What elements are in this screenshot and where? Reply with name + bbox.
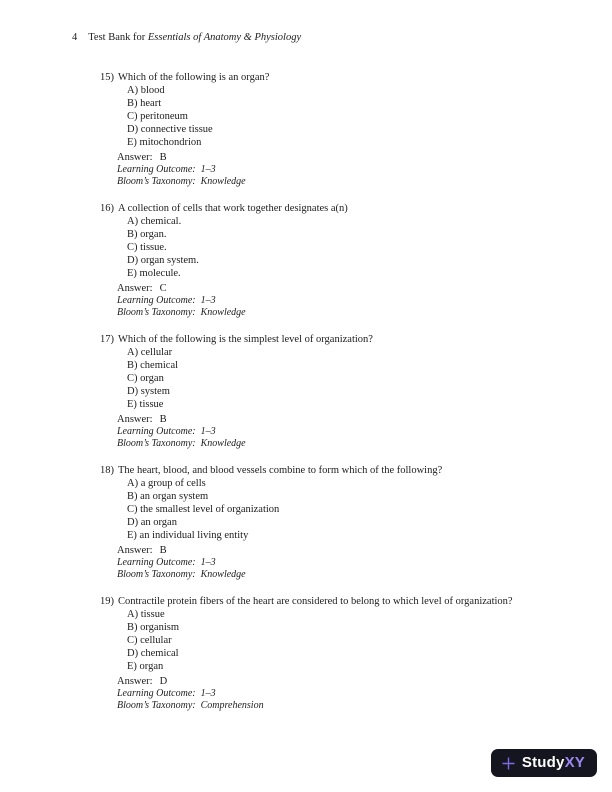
answer-option: C) cellular <box>127 635 172 646</box>
answer-option: D) organ system. <box>127 255 199 266</box>
answer-option: A) cellular <box>127 347 173 358</box>
question-meta <box>117 544 582 581</box>
blooms-taxonomy-line <box>117 700 582 712</box>
learning-outcome-label: Learning Outcome: <box>117 557 196 568</box>
blooms-taxonomy-value: Comprehension <box>200 700 264 711</box>
blooms-taxonomy-label: Bloom’s Taxonomy: <box>117 176 196 187</box>
learning-outcome-line <box>117 557 582 569</box>
question-block-18 <box>100 464 582 581</box>
answer-line <box>117 544 582 557</box>
answer-option: D) chemical <box>127 648 179 659</box>
learning-outcome-value: 1–3 <box>200 426 216 437</box>
learning-outcome-line <box>117 295 582 307</box>
question-meta <box>117 675 582 712</box>
learning-outcome-value: 1–3 <box>200 688 216 699</box>
answer-option: D) an organ <box>127 517 177 528</box>
answer-option: A) chemical. <box>127 216 182 227</box>
answer-line <box>117 151 582 164</box>
learning-outcome-label: Learning Outcome: <box>117 426 196 437</box>
answer-option: B) chemical <box>127 360 179 371</box>
question-number: 19) <box>100 596 114 607</box>
answer-option: A) a group of cells <box>127 478 206 489</box>
learning-outcome-value: 1–3 <box>200 164 216 175</box>
questions-list <box>100 71 582 726</box>
answer-option: E) mitochondrion <box>127 137 202 148</box>
answer-label: Answer: <box>117 283 153 294</box>
question-number: 18) <box>100 465 114 476</box>
question-stem: Which of the following is an organ? <box>118 72 270 83</box>
question-line <box>100 202 582 215</box>
blooms-taxonomy-value: Knowledge <box>200 176 246 187</box>
answer-option: D) system <box>127 386 170 397</box>
answer-option: C) peritoneum <box>127 111 188 122</box>
learning-outcome-label: Learning Outcome: <box>117 295 196 306</box>
question-block-17 <box>100 333 582 450</box>
answer-option: D) connective tissue <box>127 124 213 135</box>
answer-option: B) organism <box>127 622 180 633</box>
question-meta <box>117 413 582 450</box>
blooms-taxonomy-line <box>117 438 582 450</box>
blooms-taxonomy-value: Knowledge <box>200 569 246 580</box>
question-stem: Which of the following is the simplest level of organization? <box>118 334 373 345</box>
answer-option: C) organ <box>127 373 164 384</box>
answer-label: Answer: <box>117 414 153 425</box>
blooms-taxonomy-value: Knowledge <box>200 307 246 318</box>
blooms-taxonomy-label: Bloom’s Taxonomy: <box>117 438 196 449</box>
question-line <box>100 595 582 608</box>
question-block-16 <box>100 202 582 319</box>
answer-option: A) tissue <box>127 609 165 620</box>
learning-outcome-value: 1–3 <box>200 295 216 306</box>
question-line <box>100 464 582 477</box>
answer-option: B) an organ system <box>127 491 209 502</box>
question-block-15 <box>100 71 582 188</box>
question-line <box>100 71 582 84</box>
blooms-taxonomy-line <box>117 307 582 319</box>
answer-option: B) heart <box>127 98 162 109</box>
plus-icon <box>501 756 516 771</box>
question-number: 17) <box>100 334 114 345</box>
question-number: 15) <box>100 72 114 83</box>
answer-label: Answer: <box>117 152 153 163</box>
answer-option: A) blood <box>127 85 165 96</box>
answer-option: E) organ <box>127 661 164 672</box>
answer-value: D <box>159 676 168 687</box>
answer-label: Answer: <box>117 676 153 687</box>
learning-outcome-value: 1–3 <box>200 557 216 568</box>
learning-outcome-line <box>117 688 582 700</box>
question-meta <box>117 282 582 319</box>
answer-label: Answer: <box>117 545 153 556</box>
blooms-taxonomy-label: Bloom’s Taxonomy: <box>117 700 196 711</box>
answer-option: E) molecule. <box>127 268 181 279</box>
page-header <box>72 31 301 44</box>
question-stem: Contractile protein fibers of the heart are considered to belong to which level of organization? <box>118 596 513 607</box>
learning-outcome-line <box>117 164 582 176</box>
blooms-taxonomy-line <box>117 569 582 581</box>
learning-outcome-label: Learning Outcome: <box>117 688 196 699</box>
question-block-19 <box>100 595 582 712</box>
answer-option: C) tissue. <box>127 242 167 253</box>
logo-text-study: Study <box>521 754 565 771</box>
header-prefix: Test Bank for <box>88 32 146 43</box>
blooms-taxonomy-line <box>117 176 582 188</box>
answer-line <box>117 675 582 688</box>
studyxy-logo <box>491 749 597 777</box>
logo-text-xy: XY <box>564 754 585 771</box>
answer-line <box>117 282 582 295</box>
answer-option: B) organ. <box>127 229 167 240</box>
answer-option: C) the smallest level of organization <box>127 504 280 515</box>
logo-text <box>522 754 585 772</box>
answer-value: B <box>159 414 167 425</box>
answer-value: B <box>159 152 167 163</box>
question-stem: A collection of cells that work together designates a(n) <box>118 203 348 214</box>
answer-value: C <box>159 283 167 294</box>
learning-outcome-label: Learning Outcome: <box>117 164 196 175</box>
blooms-taxonomy-label: Bloom’s Taxonomy: <box>117 569 196 580</box>
blooms-taxonomy-label: Bloom’s Taxonomy: <box>117 307 196 318</box>
answer-option: E) tissue <box>127 399 164 410</box>
blooms-taxonomy-value: Knowledge <box>200 438 246 449</box>
answer-value: B <box>159 545 167 556</box>
book-title: Essentials of Anatomy & Physiology <box>147 32 302 43</box>
question-meta <box>117 151 582 188</box>
answer-line <box>117 413 582 426</box>
learning-outcome-line <box>117 426 582 438</box>
question-number: 16) <box>100 203 114 214</box>
page-number: 4 <box>72 32 78 43</box>
question-stem: The heart, blood, and blood vessels combine to form which of the following? <box>118 465 443 476</box>
question-line <box>100 333 582 346</box>
answer-option: E) an individual living entity <box>127 530 249 541</box>
